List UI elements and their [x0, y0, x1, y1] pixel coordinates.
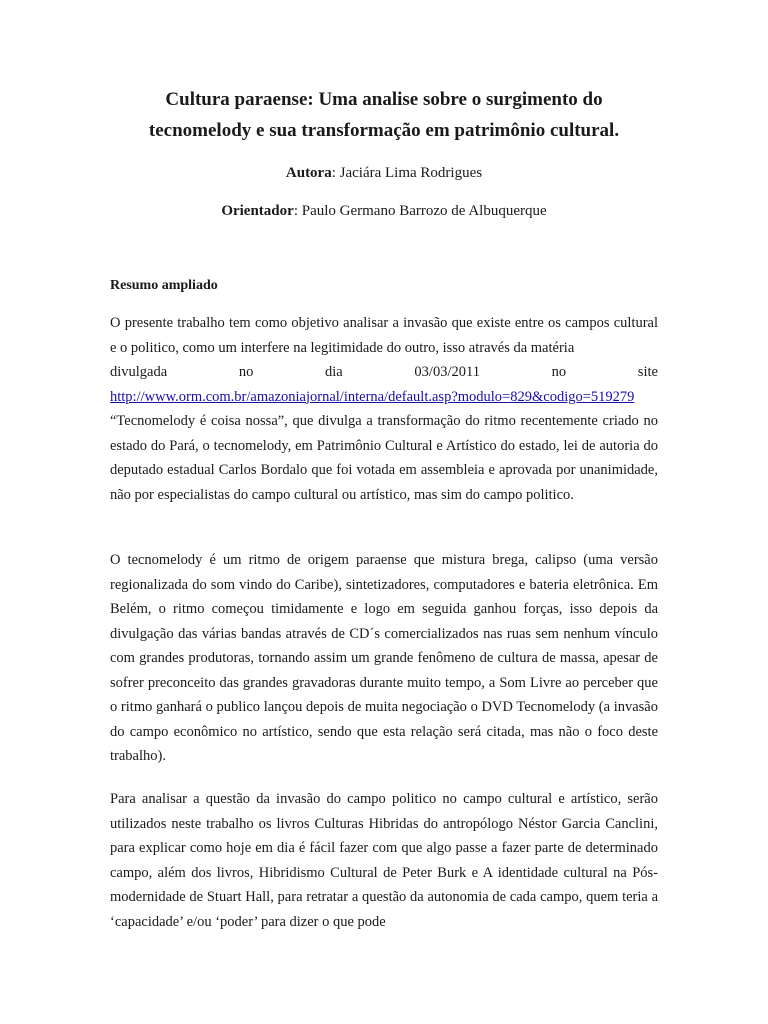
advisor-name: : Paulo Germano Barrozo de Albuquerque [293, 203, 547, 219]
paragraph-1-spread-line [110, 360, 658, 385]
p1-word: no [238, 364, 254, 380]
author-line [100, 163, 668, 183]
section-heading: Resumo ampliado [110, 278, 218, 293]
document-title [100, 84, 668, 146]
paragraph-1 [110, 311, 658, 507]
paragraph-2: O tecnomelody é um ritmo de origem paraense que mistura brega, calipso (uma versão regionalizada do som vindo do Caribe), sintetizadores, computadores e bateria eletrônica. Em Belém, o ritmo começou timidamente e logo em seguida ganhou forças, isso depois da divulgação das várias bandas através de CD´s comercializados nas ruas sem nenhum vínculo com grandes produtoras, tornando assim um grande fenômeno de cultura de massa, apesar de sofrer preconceito das grandes gravadoras durante muito tempo, a Som Livre ao perceber que o ritmo ganhará o publico lançou depois de muita negociação o DVD Tecnomelody (a invasão do campo econômico no artístico, sendo que esta relação será citada, mas não o foco deste trabalho). [110, 552, 658, 764]
p1-word: no [551, 364, 567, 380]
paragraph-1-intro: O presente trabalho tem como objetivo analisar a invasão que existe entre os campos cultural e o politico, como um interfere na legitimidade do outro, isso através da matéria [110, 315, 658, 356]
p1-word: site [637, 364, 658, 380]
paragraph-1-rest: “Tecnomelody é coisa nossa”, que divulga a transformação do ritmo recentemente criado no estado do Pará, o tecnomelody, em Patrimônio Cultural e Artístico do estado, lei de autoria do deputado estadual Carlos Bordalo que foi votada em assembleia e aprovada por unanimidade, não por especialistas do campo cultural ou artístico, mas sim do campo politico. [110, 413, 658, 503]
p1-word: 03/03/2011 [414, 364, 480, 380]
advisor-line [100, 201, 668, 221]
source-link[interactable]: http://www.orm.com.br/amazoniajornal/interna/default.asp?modulo=829&codigo=519279 [110, 388, 635, 405]
author-name: : Jaciára Lima Rodrigues [331, 165, 483, 181]
p1-word: divulgada [110, 364, 168, 380]
advisor-label: Orientador [221, 203, 294, 219]
title-line-1: Cultura paraense: Uma analise sobre o surgimento do [165, 89, 603, 110]
paragraph-3: Para analisar a questão da invasão do campo politico no campo cultural e artístico, serão utilizados neste trabalho os livros Culturas Hibridas do antropólogo Néstor Garcia Canclini, para explicar como hoje em dia é fácil fazer com que algo passe a fazer parte de determinado campo, além dos livros, Hibridismo Cultural de Peter Burk e A identidade cultural na Pós-modernidade de Stuart Hall, para retratar a questão da autonomia de cada campo, quem teria a ‘capacidade’ e/ou ‘poder’ para dizer o que pode [110, 791, 658, 930]
author-label: Autora [285, 165, 332, 181]
title-line-2: tecnomelody e sua transformação em patrimônio cultural. [148, 120, 620, 141]
p1-word: dia [325, 364, 343, 380]
